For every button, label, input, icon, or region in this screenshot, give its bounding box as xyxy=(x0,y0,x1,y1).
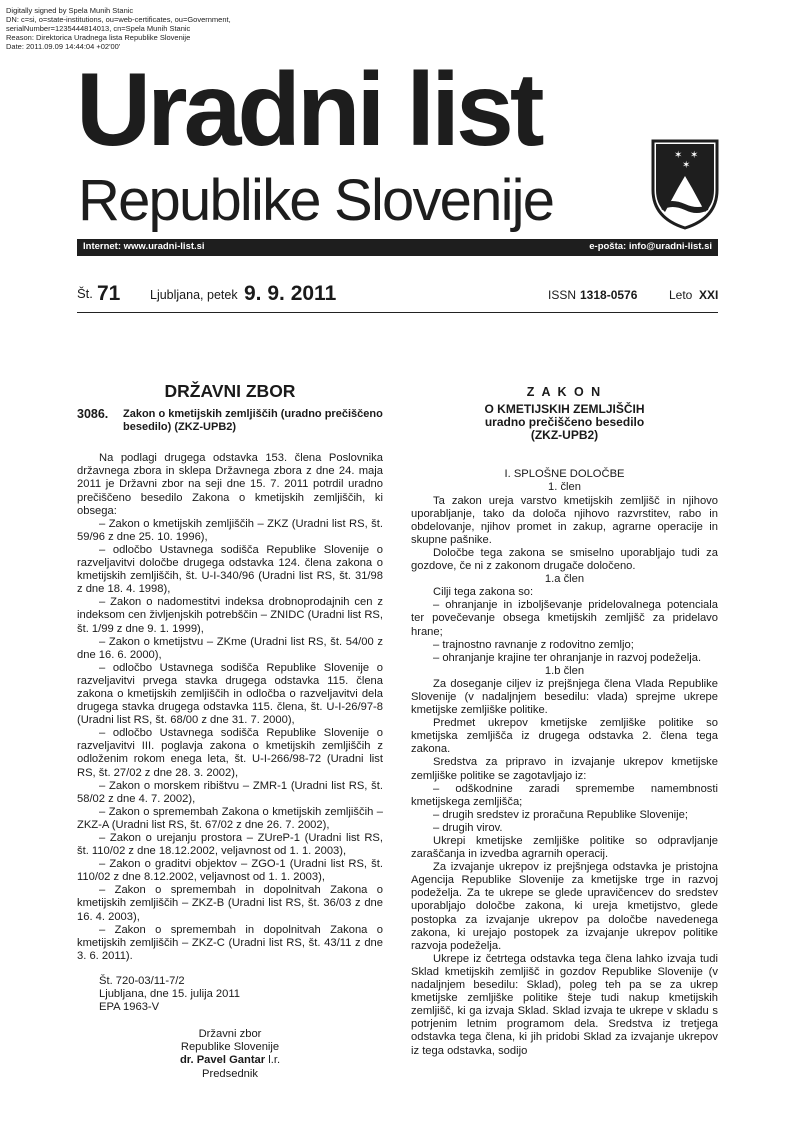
article-paragraph: Določbe tega zakona se smiselno uporabljajo tudi za gozdove, če ni z zakonom drugače določeno. xyxy=(411,546,718,573)
issue-line xyxy=(77,282,718,308)
list-item: – Zakon o urejanju prostora – ZUreP-1 (Uradni list RS, št. 110/02 z dne 18.12.2002, veljavnost od 1. 1. 2003), xyxy=(77,832,383,858)
list-item: – ohranjanje in izboljševanje pridelovalnega potenciala ter povečevanje obsega kmetijskih zemljišč za pridelavo hrane; xyxy=(411,599,718,638)
law-heading: Z A K O N xyxy=(526,385,603,399)
article-paragraph: Za doseganje ciljev iz prejšnjega člena Vlada Republike Slovenije (v nadaljnjem besedilu: vlada) sprejme ukrepe kmetijske zemljiške politike. xyxy=(411,677,718,717)
chapter-heading: I. SPLOŠNE DOLOČBE xyxy=(504,468,625,481)
list-item: – odločbo Ustavnega sodišča Republike Slovenije o razveljavitvi določbe drugega odstavka 124. člena zakona o kmetijskih zemljiščih, št. U-I-340/96 (Uradni list RS, št. 31/98 z dne 18. 4. 1998), xyxy=(77,543,383,596)
law-title: O KMETIJSKIH ZEMLJIŠČIH xyxy=(484,402,645,417)
list-item: – Zakon o nadomestitvi indeksa drobnoprodajnih cen z indeksom cen življenjskih potrebščin – ZNIDC (Uradni list RS, št. 1/99 z dne 9. 1. 1999), xyxy=(77,596,383,635)
act-heading xyxy=(77,408,383,434)
list-item: – ohranjanje krajine ter ohranjanje in razvoj podeželja. xyxy=(433,651,702,664)
list-item: – Zakon o kmetijskih zemljiščih – ZKZ (Uradni list RS, št. 59/96 z dne 25. 10. 1996), xyxy=(77,517,383,543)
list-item: – trajnostno ravnanje z rodovitno zemljo; xyxy=(433,638,634,651)
article-heading: 1. člen xyxy=(548,481,581,494)
issue-number: 71 xyxy=(97,282,121,305)
coat-of-arms-icon xyxy=(650,138,720,230)
article-paragraph: Ukrepe iz četrtega odstavka tega člena lahko izvaja tudi Sklad kmetijskih zemljišč in gozdov Republike Slovenije (v nadaljnjem besedilu: Sklad), poleg teh pa se za ukrep kmetijske zemljiške politike šteje tudi nakup kmetijskih zemljišč, ki ga izvaja Sklad. Sklad izvaja te ukrepe v skladu s potrjenim letnim programom dela. Sredstva iz tretjega odstavka tega člena, ki jih pridobi Sklad za izvajanje ukrepov iz tega odstavka, sodijo xyxy=(411,952,718,1057)
list-item: – Zakon o graditvi objektov – ZGO-1 (Uradni list RS, št. 110/02 z dne 8.12.2002, veljavnost od 1. 1. 2003), xyxy=(77,858,383,884)
email-link[interactable]: e-pošta: info@uradni-list.si xyxy=(589,241,712,252)
list-item: – Zakon o spremembah in dopolnitvah Zakona o kmetijskih zemljiščih – ZKZ-C (Uradni list RS, št. 43/11 z dne 3. 6. 2011). xyxy=(77,923,383,962)
svg-text:✶: ✶ xyxy=(674,150,683,161)
list-item: – drugih sredstev iz proračuna Republike Slovenije; xyxy=(433,808,688,821)
signatory-name: dr. Pavel Gantar xyxy=(179,1054,266,1067)
signatory-suffix: l.r. xyxy=(265,1054,281,1067)
list-item: – Zakon o morskem ribištvu – ZMR-1 (Uradni list RS, št. 58/02 z dne 4. 7. 2002), xyxy=(77,779,383,805)
digital-signature xyxy=(6,6,231,51)
article-paragraph: Predmet ukrepov kmetijske zemljiške politike so kmetijska zemljišča iz drugega odstavka 2. člena tega zakona. xyxy=(411,717,718,756)
header-rule xyxy=(77,312,718,313)
issn-number: 1318-0576 xyxy=(580,288,638,302)
article-paragraph: Cilji tega zakona so: xyxy=(433,586,534,599)
signature-line: Date: 2011.09.09 14:44:04 +02'00' xyxy=(6,42,121,51)
list-item: – Zakon o kmetijstvu – ZKme (Uradni list RS, št. 54/00 z dne 16. 6. 2000), xyxy=(77,635,383,661)
svg-text:✶: ✶ xyxy=(690,150,699,161)
list-item: – odločbo Ustavnega sodišča Republike Slovenije o razveljavitvi III. poglavja zakona o kmetijskih zemljiščih z odloženim rokom enega leta, št. U-I-266/98-72 (Uradni list RS, št. 27/02 z dne 28. 3. 2002), xyxy=(77,727,383,779)
article-paragraph: Za izvajanje ukrepov iz prejšnjega odstavka je pristojna Agencija Republike Slovenije za kmetijske trge in razvoj podeželja. Za te ukrepe se glede upravičencev do sredstev uporabljajo določbe zakona, ki ureja kmetijstvo, glede postopka za izvajanje ukrepov pa določbe navedenega zakona, ki urejajo postopek za izvajanje ukrepov politike razvoja podeželja. xyxy=(411,861,718,952)
reference-number: Št. 720-03/11-7/2 xyxy=(99,974,185,987)
article-heading: 1.a člen xyxy=(544,573,585,586)
article-paragraph: Ta zakon ureja varstvo kmetijskih zemljišč in njihovo uporabljanje, tako da določa njihovo razvrstitev, rabo in obdelovanje, njihov promet in zakup, agrarne operacije in skupne pašnike. xyxy=(411,494,718,546)
list-item: – odločbo Ustavnega sodišča Republike Slovenije o razveljavitvi prvega stavka drugega odstavka 115. člena zakona o kmetijskih zemljiščih in odločba o razveljavitvi dela drugega stavka drugega odstavka 115. člena, št. U-I-26/97-8 (Uradni list RS, št. 68/00 z dne 31. 7. 2000), xyxy=(77,661,383,727)
reference-date: Ljubljana, dne 15. julija 2011 xyxy=(99,988,240,1001)
list-item: – drugih virov. xyxy=(433,821,503,834)
contact-bar xyxy=(77,239,718,256)
issue-date: 9. 9. 2011 xyxy=(244,282,337,305)
act-number: 3086. xyxy=(77,407,109,422)
left-column xyxy=(77,381,383,1081)
law-abbreviation: (ZKZ-UPB2) xyxy=(530,428,599,443)
website-link[interactable]: Internet: www.uradni-list.si xyxy=(83,241,205,252)
masthead-subtitle: Republike Slovenije xyxy=(78,168,554,233)
signatory-name-line xyxy=(77,1054,383,1067)
issue-number-label: Št. xyxy=(77,286,93,301)
right-column xyxy=(411,386,718,1058)
list-item: – Zakon o spremembah Zakona o kmetijskih zemljiščih – ZKZ-A (Uradni list RS, št. 67/02 z dne 26. 7. 2002), xyxy=(77,805,383,831)
signature-line: Reason: Direktorica Uradnega lista Republike Slovenije xyxy=(6,33,191,42)
article-paragraph: Sredstva za pripravo in izvajanje ukrepov kmetijske zemljiške politike se zagotavljajo iz: xyxy=(411,756,718,782)
list-item: – odškodnine zaradi spremembe namembnosti kmetijskega zemljišča; xyxy=(411,782,718,808)
article-heading: 1.b člen xyxy=(544,664,585,677)
masthead-title: Uradni list xyxy=(76,52,541,168)
act-title: Zakon o kmetijskih zemljiščih (uradno prečiščeno besedilo) (ZKZ-UPB2) xyxy=(123,408,383,434)
signatory-body: Državni zbor xyxy=(198,1028,262,1041)
issue-place-day: Ljubljana, petek xyxy=(150,288,238,302)
year-label: Leto xyxy=(669,288,693,302)
article-paragraph: Ukrepi kmetijske zemljiške politike so odpravljanje zaraščanja in izvedba agrarnih operacij. xyxy=(411,835,718,861)
signature-line: Digitally signed by Spela Munih Stanic xyxy=(6,6,134,15)
signature-line: serialNumber=1235444814013, cn=Spela Munih Stanic xyxy=(6,24,191,33)
svg-text:✶: ✶ xyxy=(682,160,691,171)
intro-paragraph: Na podlagi drugega odstavka 153. člena Poslovnika državnega zbora in sklepa Državnega zbora z dne 24. maja 2011 je Državni zbor na seji dne 15. 7. 2011 potrdil uradno prečiščeno besedilo Zakona o kmetijskih zemljiščih, ki obsega: xyxy=(77,452,383,517)
year-roman: XXI xyxy=(699,288,719,302)
reference-epa: EPA 1963-V xyxy=(99,1001,160,1014)
law-subtitle: uradno prečiščeno besedilo xyxy=(484,415,645,430)
signatory-country: Republike Slovenije xyxy=(180,1041,280,1054)
issn-label: ISSN xyxy=(548,288,577,302)
signatory-title: Predsednik xyxy=(202,1067,258,1080)
section-heading: DRŽAVNI ZBOR xyxy=(164,381,296,401)
signature-line: DN: c=si, o=state-institutions, ou=web-certificates, ou=Government, xyxy=(6,15,231,24)
list-item: – Zakon o spremembah in dopolnitvah Zakona o kmetijskih zemljiščih – ZKZ-B (Uradni list RS, št. 36/03 z dne 16. 4. 2003), xyxy=(77,884,383,923)
